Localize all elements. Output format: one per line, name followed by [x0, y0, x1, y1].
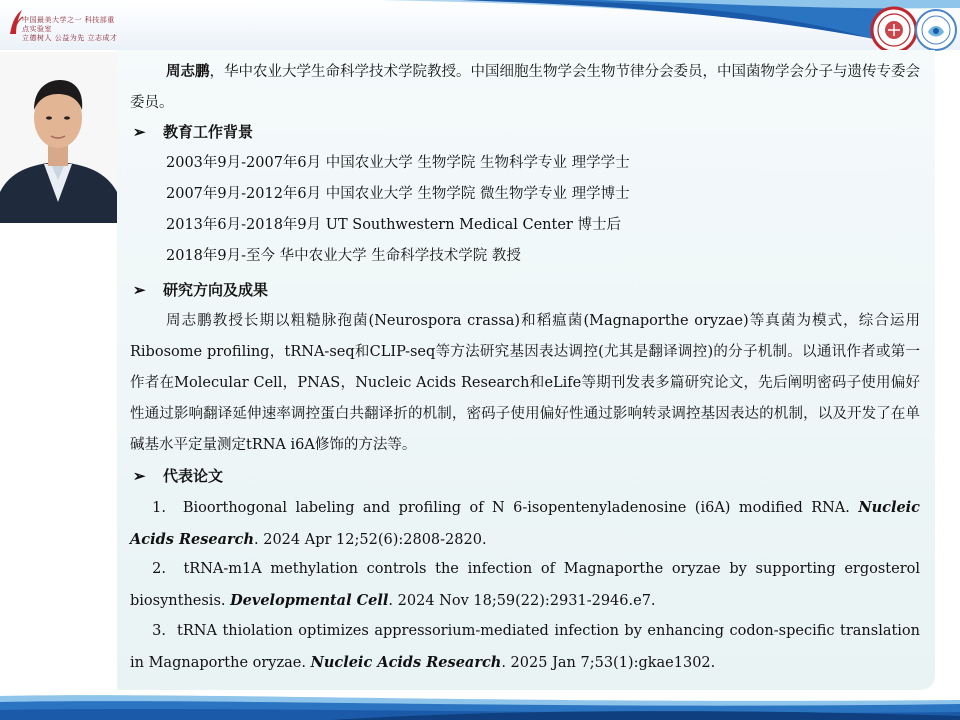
paper-journal: Developmental Cell: [230, 592, 389, 609]
header-wave-decoration: [0, 0, 960, 50]
person-portrait-icon: [0, 52, 117, 223]
paper-item: [130, 492, 920, 556]
paper-item: [130, 616, 920, 679]
arrow-bullet-icon: ➢: [133, 123, 146, 141]
university-seal-icon: [870, 6, 918, 54]
arrow-bullet-icon: ➢: [133, 467, 146, 485]
portrait-photo: [0, 52, 117, 223]
paper-title: tRNA-m1A methylation controls the infection of Magnaporthe oryzae by supporting ergosterol biosynthesis.: [130, 561, 921, 609]
society-seal-icon: [914, 8, 958, 52]
arrow-bullet-icon: ➢: [133, 281, 146, 299]
section-research-label: 研究方向及成果: [163, 281, 269, 299]
section-research-title: [133, 275, 268, 305]
footer-wave-decoration: [0, 690, 960, 720]
paper-journal: Nucleic Acids Research: [310, 654, 502, 671]
paper-citation: . 2024 Nov 18;59(22):2931-2946.e7.: [388, 593, 656, 609]
profile-name: 周志鹏: [166, 63, 210, 80]
paper-journal: Nucleic Acids Research: [130, 499, 921, 548]
paper-item: [130, 554, 920, 617]
education-item: 2013年6月-2018年9月 UT Southwestern Medical Center 博士后: [166, 217, 621, 233]
paper-number: 1.: [152, 500, 166, 516]
paper-title: tRNA thiolation optimizes appressorium-mediated infection by enhancing codon-specific translation in Magnaporthe oryzae.: [130, 623, 921, 671]
research-description: 周志鹏教授长期以粗糙脉孢菌(Neurospora crassa)和稻瘟菌(Magnaporthe oryzae)等真菌为模式，综合运用Ribosome profiling，tRNA-seq和CLIP-seq等方法研究基因表达调控(尤其是翻译调控)的分子机制。以通讯作者或第一作者在Molecular Cell，PNAS，Nucleic Acids Research和eLife等期刊发表多篇研究论文，先后阐明密码子使用偏好性通过影响翻译延伸速率调控蛋白共翻译折的机制，密码子使用偏好性通过影响转录调控基因表达的机制，以及开发了在单碱基水平定量测定tRNA i6A修饰的方法等。: [130, 313, 920, 453]
paper-title: Bioorthogonal labeling and profiling of N 6-isopentenyladenosine (i6A) modified RNA.: [182, 500, 850, 516]
paper-citation: . 2025 Jan 7;53(1):gkae1302.: [501, 655, 716, 671]
paper-number: 3.: [152, 623, 166, 639]
profile-intro-text: ，华中农业大学生命科学技术学院教授。中国细胞生物学会生物节律分会委员，中国菌物学会分子与遗传专委会委员。: [130, 64, 920, 111]
brand-line-1: 中国最美大学之一 科技部重点实验室: [22, 16, 115, 33]
section-papers-label: 代表论文: [163, 467, 224, 485]
section-education-title: [133, 117, 253, 147]
logo-text: [22, 16, 118, 43]
paper-number: 2.: [152, 561, 166, 577]
section-education-label: 教育工作背景: [163, 123, 254, 141]
education-item: 2007年9月-2012年6月 中国农业大学 生物学院 微生物学专业 理学博士: [166, 186, 630, 202]
paper-citation: . 2024 Apr 12;52(6):2808-2820.: [254, 532, 487, 548]
brand-line-2: 立德树人 公益为先 立志成才: [22, 34, 118, 42]
education-item: 2003年9月-2007年6月 中国农业大学 生物学院 生物科学专业 理学学士: [166, 155, 630, 171]
university-logo: [8, 8, 118, 40]
profile-intro: [130, 56, 920, 119]
education-item: 2018年9月-至今 华中农业大学 生命科学技术学院 教授: [166, 248, 521, 264]
section-papers-title: [133, 461, 223, 491]
